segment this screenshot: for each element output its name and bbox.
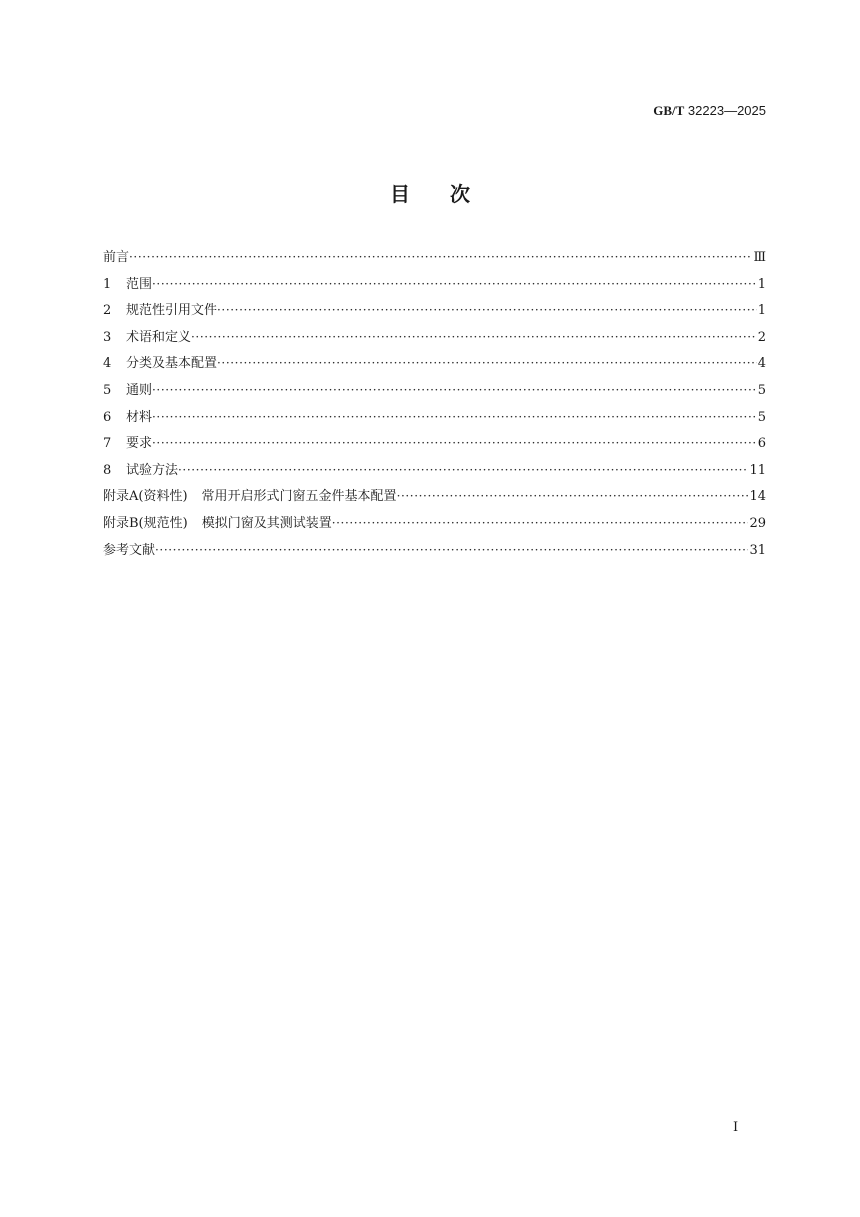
toc-leader-dots bbox=[152, 430, 757, 457]
toc-entry-sublabel: 常用开启形式门窗五金件基本配置 bbox=[201, 489, 397, 505]
toc-entry-number: 5 bbox=[103, 382, 112, 398]
toc-entry-page: 5 bbox=[757, 382, 766, 398]
toc-entry-label: 通则 bbox=[126, 382, 153, 398]
toc-entry-page: 4 bbox=[757, 356, 766, 372]
standard-prefix: GB/T bbox=[653, 103, 685, 118]
toc-entry-number: 6 bbox=[103, 409, 112, 425]
page-number: Ⅰ bbox=[733, 1120, 739, 1135]
toc-entry-number: 2 bbox=[103, 303, 112, 319]
toc-entry-page: 2 bbox=[757, 329, 766, 345]
toc-entry-classification[interactable] bbox=[103, 350, 766, 377]
toc-leader-dots bbox=[332, 510, 749, 537]
toc-entry-label: 前言 bbox=[103, 250, 130, 265]
toc-entry-label: 附录A(资料性) bbox=[103, 489, 188, 505]
toc-entry-bibliography[interactable] bbox=[103, 537, 766, 564]
toc-entry-annex-a[interactable] bbox=[103, 483, 766, 510]
toc-leader-dots bbox=[129, 244, 752, 271]
toc-entry-page: 1 bbox=[757, 303, 766, 319]
toc-entry-number: 8 bbox=[103, 462, 112, 478]
toc-entry-test-methods[interactable] bbox=[103, 457, 766, 484]
toc-leader-dots bbox=[217, 350, 757, 377]
toc-entry-number: 4 bbox=[103, 356, 112, 372]
toc-entry-label: 参考文献 bbox=[103, 542, 156, 558]
toc-entry-page: 11 bbox=[749, 462, 766, 478]
toc-entry-scope[interactable] bbox=[103, 271, 766, 298]
toc-entry-number: 7 bbox=[103, 436, 112, 452]
toc-entry-label: 规范性引用文件 bbox=[126, 303, 218, 319]
toc-entry-label: 试验方法 bbox=[126, 462, 179, 478]
toc-entry-label: 分类及基本配置 bbox=[126, 356, 218, 372]
toc-entry-label: 附录B(规范性) bbox=[103, 515, 188, 531]
toc-entry-foreword[interactable] bbox=[103, 244, 766, 271]
toc-leader-dots bbox=[155, 537, 748, 564]
toc-entry-number: 3 bbox=[103, 329, 112, 345]
toc-entry-label: 材料 bbox=[126, 409, 153, 425]
toc-entry-requirements[interactable] bbox=[103, 430, 766, 457]
page-title: 目次 bbox=[390, 182, 510, 206]
toc-leader-dots bbox=[397, 483, 749, 510]
toc-leader-dots bbox=[178, 457, 748, 484]
toc-entry-label: 术语和定义 bbox=[126, 329, 192, 345]
toc-entry-number: 1 bbox=[103, 276, 112, 292]
toc-entry-materials[interactable] bbox=[103, 404, 766, 431]
toc-entry-label: 要求 bbox=[126, 436, 153, 452]
standard-code bbox=[653, 103, 766, 119]
table-of-contents bbox=[103, 244, 766, 563]
toc-entry-page: 5 bbox=[757, 409, 766, 425]
standard-number: 32223—2025 bbox=[687, 103, 766, 118]
toc-leader-dots bbox=[152, 271, 757, 298]
toc-entry-page: 14 bbox=[749, 489, 766, 505]
toc-leader-dots bbox=[191, 324, 757, 351]
toc-entry-page: 31 bbox=[749, 542, 766, 558]
toc-entry-sublabel: 模拟门窗及其测试装置 bbox=[201, 515, 332, 531]
toc-entry-annex-b[interactable] bbox=[103, 510, 766, 537]
toc-entry-label: 范围 bbox=[126, 276, 153, 292]
toc-leader-dots bbox=[152, 404, 757, 431]
toc-leader-dots bbox=[152, 377, 757, 404]
toc-entry-general[interactable] bbox=[103, 377, 766, 404]
toc-entry-page: Ⅲ bbox=[753, 250, 766, 265]
toc-entry-page: 29 bbox=[749, 515, 766, 531]
toc-entry-terms-definitions[interactable] bbox=[103, 324, 766, 351]
toc-entry-page: 6 bbox=[757, 436, 766, 452]
toc-leader-dots bbox=[217, 297, 757, 324]
toc-entry-page: 1 bbox=[757, 276, 766, 292]
toc-entry-normative-references[interactable] bbox=[103, 297, 766, 324]
